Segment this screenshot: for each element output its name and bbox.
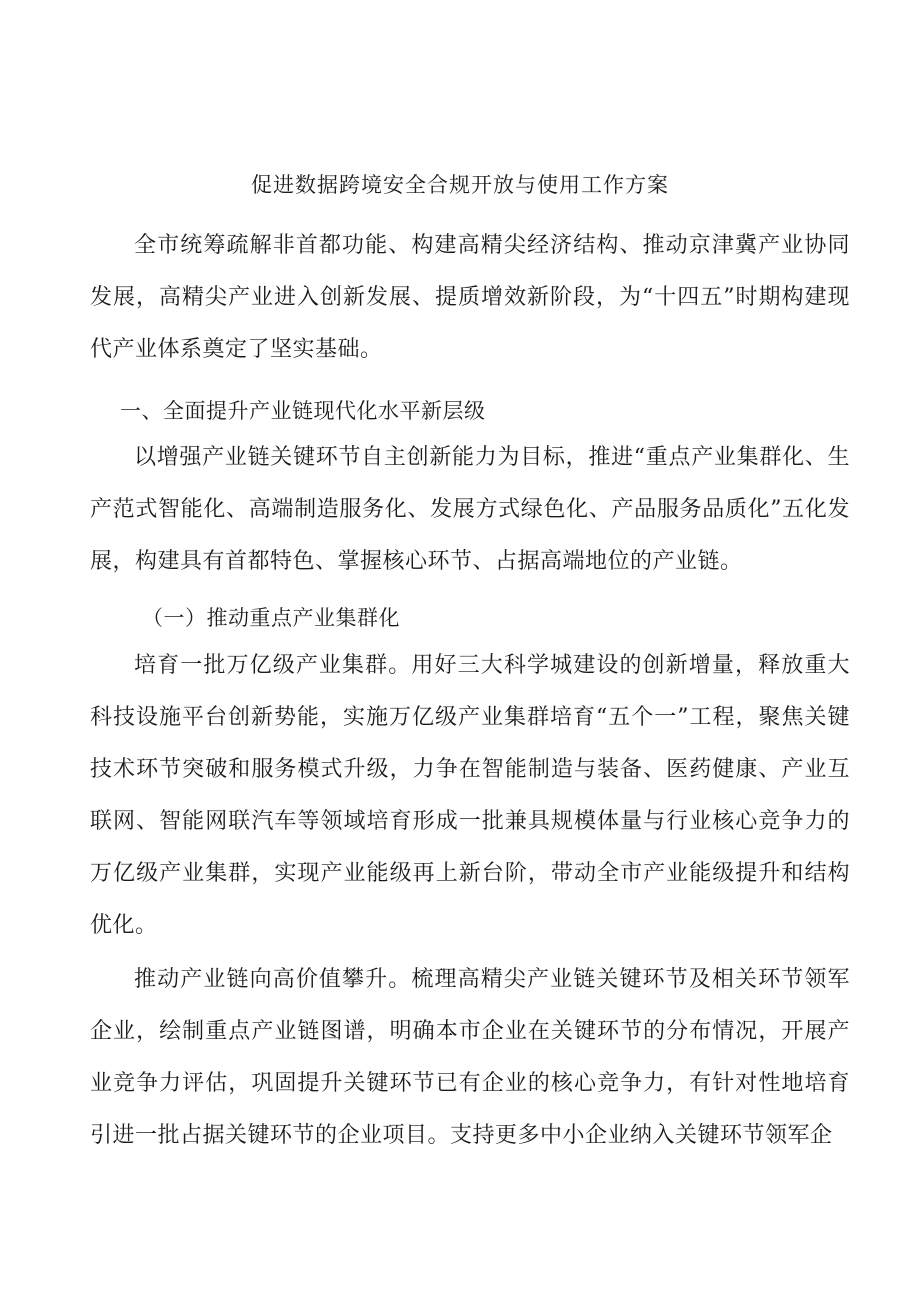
document-title: 促进数据跨境安全合规开放与使用工作方案 — [251, 173, 669, 197]
section-1-heading: 一、全面提升产业链现代化水平新层级 — [120, 399, 486, 423]
subsection-1-paragraph-1: 培育一批万亿级产业集群。用好三大科学城建设的创新增量，释放重大科技设施平台创新势能，实施万亿级产业集群培育“五个一”工程，聚焦关键技术环节突破和服务模式升级，力争在智能制造与装备、医药健康、产业互联网、智能网联汽车等领域培育形成一批兼具规模体量与行业核心竞争力的万亿级产业集群，实现产业能级再上新台阶，带动全市产业能级提升和结构优化。 — [90, 653, 850, 938]
subsection-1-paragraph-2: 推动产业链向高价值攀升。梳理高精尖产业链关键环节及相关环节领军企业，绘制重点产业链图谱，明确本市企业在关键环节的分布情况，开展产业竞争力评估，巩固提升关键环节已有企业的核心竞争力，有针对性地培育引进一批占据关键环节的企业项目。支持更多中小企业纳入关键环节领军企 — [90, 967, 850, 1148]
subsection-1-heading: （一）推动重点产业集群化 — [142, 606, 400, 630]
section-1-paragraph: 以增强产业链关键环节自主创新能力为目标，推进“重点产业集群化、生产范式智能化、高端制造服务化、发展方式绿色化、产品服务品质化”五化发展，构建具有首都特色、掌握核心环节、占据高端地位的产业链。 — [90, 445, 850, 574]
intro-paragraph: 全市统筹疏解非首都功能、构建高精尖经济结构、推动京津冀产业协同发展，高精尖产业进入创新发展、提质增效新阶段，为“十四五”时期构建现代产业体系奠定了坚实基础。 — [90, 233, 850, 362]
